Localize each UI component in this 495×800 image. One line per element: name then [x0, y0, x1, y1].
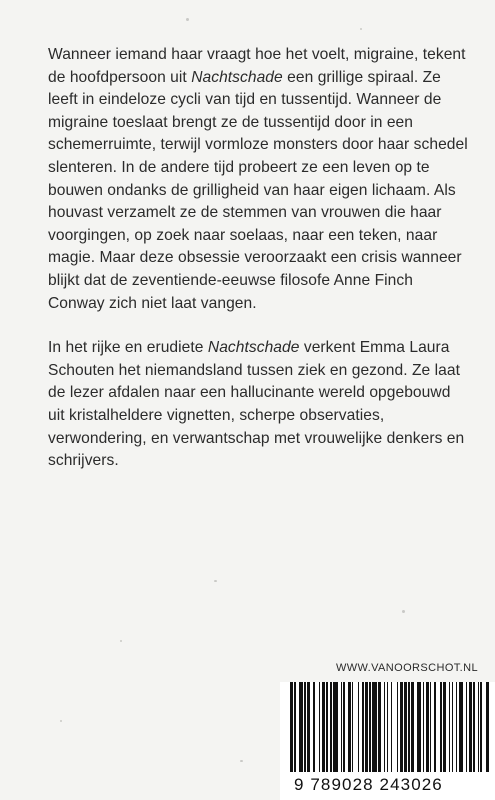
blurb-text: In het rijke en erudiete	[48, 339, 208, 357]
book-title: Nachtschade	[207, 339, 300, 357]
publisher-website: WWW.VANOORSCHOT.NL	[335, 662, 478, 674]
paper-speck	[186, 18, 189, 21]
isbn-barcode	[280, 682, 495, 800]
barcode-bars	[290, 682, 495, 772]
blurb-paragraph-1	[48, 44, 468, 315]
barcode-bar	[489, 682, 490, 772]
paper-speck	[60, 720, 62, 722]
blurb-text: Wanneer iemand haar vraagt hoe het voelt, migraine, tekent de hoofdpersoon uit	[48, 46, 466, 86]
paper-speck	[402, 610, 405, 613]
paper-speck	[120, 640, 122, 642]
paper-speck	[240, 760, 243, 762]
isbn-digits: 9 789028 243026	[294, 775, 443, 794]
blurb-text: een grillige spiraal. Ze leeft in eindeloze cycli van tijd en tussentijd. Wanneer de migraine toeslaat brengt ze de tussentijd door in een schemerruimte, terwijl vormloze monsters door haar schedel slenteren. In de andere tijd probeert ze een leven op te bouwen ondanks de grilligheid van haar eigen lichaam. Als houvast verzamelt ze de stemmen van vrouwen die haar voorgingen, op zoek naar soelaas, naar een teken, naar magie. Maar deze obsessie veroorzaakt een crisis wanneer blijkt dat de zeventiende-eeuwse filosofe Anne Finch Conway zich niet laat vangen.	[48, 68, 468, 312]
paper-speck	[360, 28, 362, 30]
book-title: Nachtschade	[191, 68, 283, 86]
blurb-paragraph-2	[48, 337, 468, 473]
back-cover-blurb	[48, 44, 468, 473]
paper-speck	[214, 580, 217, 582]
blurb-text: verkent Emma Laura Schouten het niemandsland tussen ziek en gezond. Ze laat de lezer afdalen naar een hallucinante wereld opgebouwd uit kristalheldere vignetten, scherpe observaties, verwondering, en verwantschap met vrouwelijke denkers en schrijvers.	[48, 339, 465, 470]
